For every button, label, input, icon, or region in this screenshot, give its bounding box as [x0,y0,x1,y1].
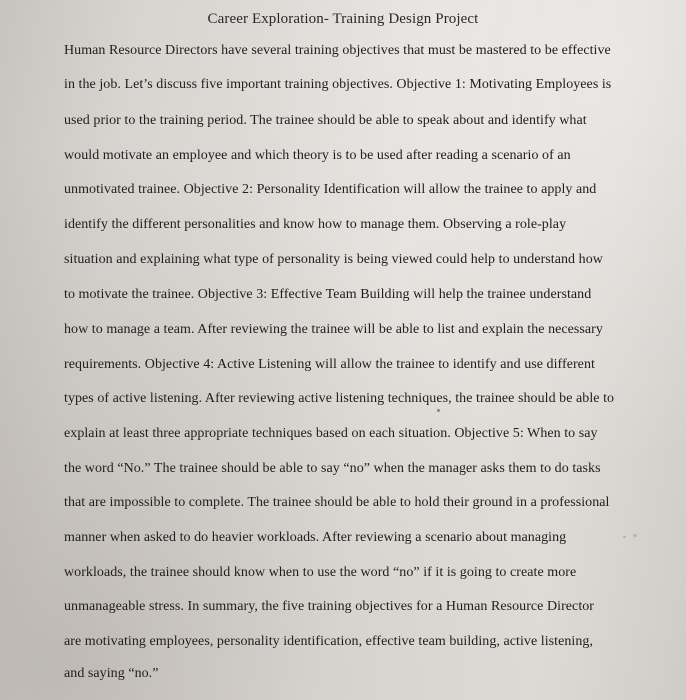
paragraph-line: that are impossible to complete. The trainee should be able to hold their ground in a professional [64,495,610,510]
ink-speck-mark [633,534,637,537]
paragraph-line: explain at least three appropriate techniques based on each situation. Objective 5: When to say [64,426,598,441]
paragraph-line: in the job. Let’s discuss five important training objectives. Objective 1: Motivating Employees is [64,77,612,92]
document-title: Career Exploration- Training Design Project [207,11,479,27]
paragraph-line: identify the different personalities and know how to manage them. Observing a role-play [64,217,567,232]
paragraph-line: situation and explaining what type of personality is being viewed could help to understand how [64,252,603,267]
paragraph-line: workloads, the trainee should know when to use the word “no” if it is going to create more [64,565,577,580]
paragraph-line: types of active listening. After reviewing active listening techniques, the trainee should be able to [64,391,615,406]
ink-speck-mark [437,409,440,412]
paragraph-line: and saying “no.” [64,666,159,681]
paragraph-line: would motivate an employee and which theory is to be used after reading a scenario of an [64,148,571,163]
paragraph-line: manner when asked to do heavier workloads. After reviewing a scenario about managing [64,530,567,545]
paragraph-line: requirements. Objective 4: Active Listening will allow the trainee to identify and use different [64,357,595,372]
paragraph-line: unmotivated trainee. Objective 2: Personality Identification will allow the trainee to apply and [64,182,597,197]
paragraph-line: how to manage a team. After reviewing the trainee will be able to list and explain the necessary [64,322,603,337]
paragraph-line: the word “No.” The trainee should be able to say “no” when the manager asks them to do tasks [64,461,601,476]
paragraph-line: Human Resource Directors have several training objectives that must be mastered to be effective [64,43,611,58]
paragraph-line: to motivate the trainee. Objective 3: Effective Team Building will help the trainee understand [64,287,592,302]
paragraph-line: used prior to the training period. The trainee should be able to speak about and identify what [64,113,587,128]
ink-speck-mark [623,536,626,538]
paragraph-line: unmanageable stress. In summary, the five training objectives for a Human Resource Director [64,599,595,614]
paragraph-line: are motivating employees, personality identification, effective team building, active listening, [64,634,593,649]
